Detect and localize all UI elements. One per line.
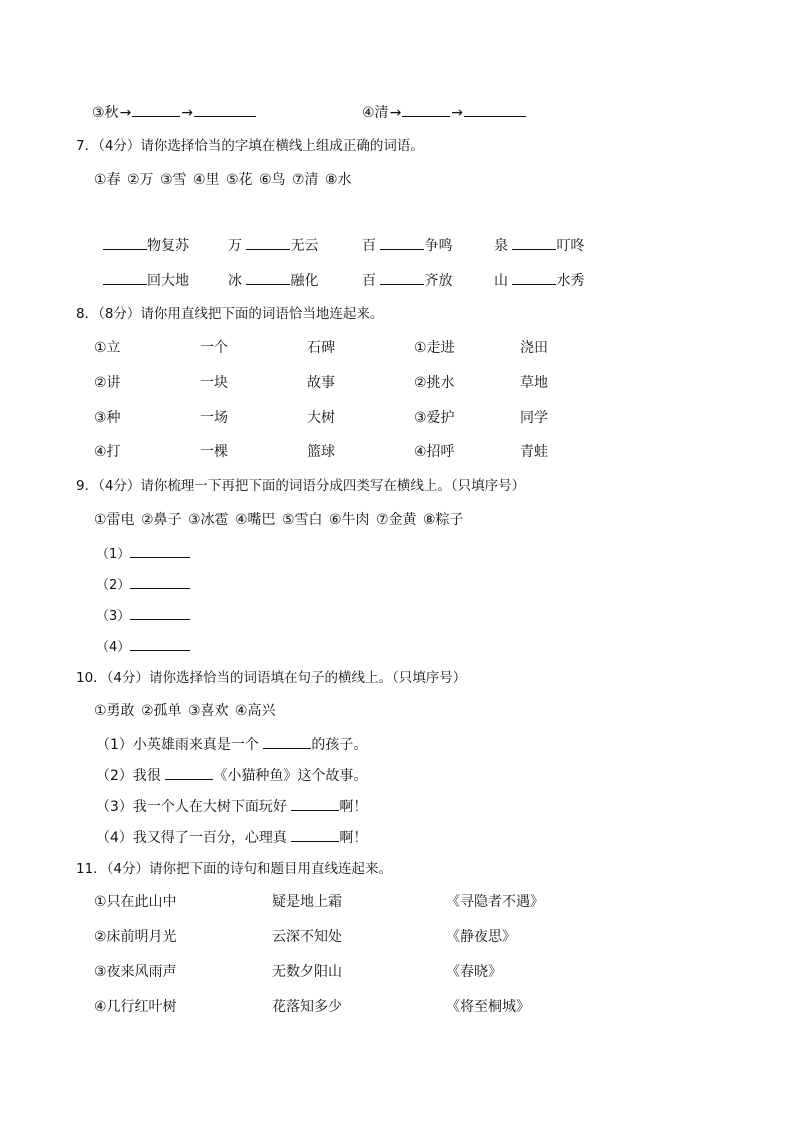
q9-title: 9．（4分）请你梳理一下再把下面的词语分成四类写在横线上。（只填序号） [76, 478, 526, 494]
q9-options: ①雷电 ②鼻子 ③冰雹 ④嘴巴 ⑤雪白 ⑥牛肉 ⑦金黄 ⑧粽子 [94, 512, 464, 528]
q11-cell[interactable]: 《寻隐者不遇》 [446, 894, 544, 910]
fill-blank[interactable] [246, 271, 290, 285]
q9-blank-3 [96, 606, 190, 626]
word-prefix: 泉 [494, 238, 513, 254]
fill-blank[interactable] [130, 575, 190, 589]
fill-blank[interactable] [130, 544, 190, 558]
fill-blank[interactable] [132, 103, 180, 117]
word-prefix: 山 [494, 273, 513, 289]
q7-word-5 [103, 271, 189, 290]
fill-blank[interactable] [512, 236, 556, 250]
fill-blank[interactable] [512, 271, 556, 285]
q7-word-3 [362, 236, 452, 255]
q8-cell[interactable]: ④打 [94, 444, 121, 460]
q7-word-7 [362, 271, 452, 290]
word-suffix: 齐放 [424, 273, 453, 289]
q9-blank-1 [96, 544, 190, 564]
fill-blank[interactable] [263, 735, 311, 749]
fill-blank[interactable] [130, 637, 190, 651]
word-prefix: 冰 [228, 273, 247, 289]
q11-cell[interactable]: ②床前明月光 [94, 929, 177, 945]
q8-cell[interactable]: 篮球 [307, 444, 335, 460]
q6-item-3 [92, 103, 256, 122]
q8-cell[interactable]: ③爱护 [414, 410, 455, 426]
q8-cell[interactable]: 大树 [307, 410, 335, 426]
q8-cell[interactable]: 一块 [200, 375, 228, 391]
q7-word-8 [494, 271, 584, 290]
q7-word-2 [228, 236, 318, 255]
q6-item-4 [362, 103, 526, 122]
word-prefix: 万 [228, 238, 247, 254]
sentence-start: （2）我很 [96, 768, 166, 784]
q7-options: ①春 ②万 ③雪 ④里 ⑤花 ⑥鸟 ⑦清 ⑧水 [94, 172, 352, 188]
q6-item-4-label: ④清 [362, 105, 389, 121]
blank-number: （1） [96, 547, 131, 562]
q8-cell[interactable]: ①立 [94, 340, 121, 356]
q9-blank-2 [96, 575, 190, 595]
sentence-end: 啊！ [339, 799, 368, 815]
q8-cell[interactable]: ①走进 [414, 340, 455, 356]
word-prefix: 百 [362, 238, 381, 254]
sentence-end: 《小猫种鱼》这个故事。 [213, 768, 368, 784]
fill-blank[interactable] [464, 103, 526, 117]
word-suffix: 水秀 [556, 273, 585, 289]
q10-options: ①勇敢 ②孤单 ③喜欢 ④高兴 [94, 703, 276, 719]
sentence-end: 啊！ [339, 830, 368, 846]
blank-number: （4） [96, 640, 131, 655]
q7-word-1 [103, 236, 189, 255]
blank-number: （3） [96, 609, 131, 624]
q11-cell[interactable]: 《静夜思》 [446, 929, 516, 945]
q8-cell[interactable]: ②挑水 [414, 375, 455, 391]
q7-word-6 [228, 271, 318, 290]
fill-blank[interactable] [291, 828, 339, 842]
q8-cell[interactable]: 同学 [520, 410, 548, 426]
q8-cell[interactable]: 一场 [200, 410, 228, 426]
fill-blank[interactable] [291, 797, 339, 811]
word-suffix: 物复苏 [147, 238, 189, 254]
q11-cell[interactable]: 疑是地上霜 [272, 894, 342, 910]
arrow-icon: → [119, 105, 132, 121]
fill-blank[interactable] [402, 103, 450, 117]
fill-blank[interactable] [380, 271, 424, 285]
q11-cell[interactable]: 无数夕阳山 [272, 964, 342, 980]
q6-item-3-label: ③秋 [92, 105, 119, 121]
q8-cell[interactable]: 故事 [307, 375, 335, 391]
q8-cell[interactable]: 石碑 [307, 340, 335, 356]
sentence-start: （3）我一个人在大树下面玩好 [96, 799, 292, 815]
sentence-start: （1）小英雄雨来真是一个 [96, 737, 264, 753]
q9-blank-4 [96, 637, 190, 657]
q11-title: 11．（4分）请你把下面的诗句和题目用直线连起来。 [76, 861, 393, 877]
q11-cell[interactable]: 花落知多少 [272, 999, 342, 1015]
q8-cell[interactable]: 浇田 [520, 340, 548, 356]
arrow-icon: → [451, 105, 464, 121]
word-suffix: 融化 [290, 273, 319, 289]
q8-cell[interactable]: ②讲 [94, 375, 121, 391]
word-suffix: 无云 [290, 238, 319, 254]
q11-cell[interactable]: ③夜来风雨声 [94, 964, 177, 980]
q11-cell[interactable]: 《将至桐城》 [446, 999, 530, 1015]
q8-cell[interactable]: 草地 [520, 375, 548, 391]
word-prefix: 百 [362, 273, 381, 289]
fill-blank[interactable] [380, 236, 424, 250]
sentence-end: 的孩子。 [311, 737, 368, 753]
q10-sentence-3 [96, 797, 367, 816]
q7-word-4 [494, 236, 584, 255]
q7-title: 7．（4分）请你选择恰当的字填在横线上组成正确的词语。 [76, 138, 424, 154]
q8-cell[interactable]: 一个 [200, 340, 228, 356]
q8-cell[interactable]: ④招呼 [414, 444, 455, 460]
q10-sentence-1 [96, 735, 367, 754]
word-suffix: 叮咚 [556, 238, 585, 254]
fill-blank[interactable] [194, 103, 256, 117]
q8-cell[interactable]: 一棵 [200, 444, 228, 460]
q10-sentence-4 [96, 828, 367, 847]
word-suffix: 争鸣 [424, 238, 453, 254]
fill-blank[interactable] [103, 236, 147, 250]
blank-number: （2） [96, 578, 131, 593]
arrow-icon: → [181, 105, 194, 121]
q8-cell[interactable]: 青蛙 [520, 444, 548, 460]
q11-cell[interactable]: 《春晓》 [446, 964, 502, 980]
fill-blank[interactable] [130, 606, 190, 620]
q10-sentence-2 [96, 766, 367, 785]
q8-cell[interactable]: ③种 [94, 410, 121, 426]
q8-title: 8．（8分）请你用直线把下面的词语恰当地连起来。 [76, 306, 384, 322]
q11-cell[interactable]: ①只在此山中 [94, 894, 177, 910]
fill-blank[interactable] [103, 271, 147, 285]
fill-blank[interactable] [246, 236, 290, 250]
arrow-icon: → [389, 105, 402, 121]
word-suffix: 回大地 [147, 273, 189, 289]
sentence-start: （4）我又得了一百分，心理真 [96, 830, 292, 846]
q11-cell[interactable]: ④几行红叶树 [94, 999, 177, 1015]
fill-blank[interactable] [165, 766, 213, 780]
q11-cell[interactable]: 云深不知处 [272, 929, 342, 945]
q10-title: 10．（4分）请你选择恰当的词语填在句子的横线上。（只填序号） [76, 670, 467, 686]
